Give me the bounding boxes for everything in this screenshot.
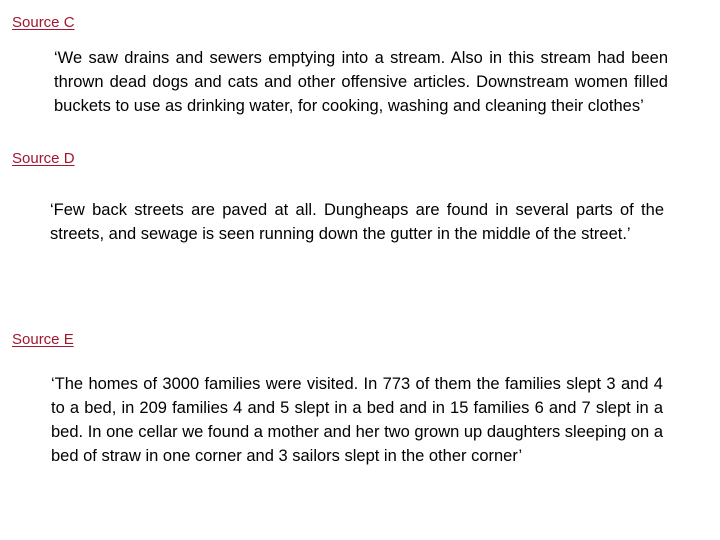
source-c-heading: Source C: [12, 14, 75, 31]
source-e-quote: ‘The homes of 3000 families were visited. In 773 of them the families slept 3 and 4 to a bed, in 209 families 4 and 5 slept in a bed and in 15 families 6 and 7 slept in a bed. In one cellar we found a mother and her two grown up daughters sleeping on a bed of straw in one corner and 3 sailors slept in the other corner’: [51, 375, 663, 465]
source-c-quote: ‘We saw drains and sewers emptying into a stream. Also in this stream had been thrown dead dogs and cats and other offensive articles. Downstream women filled buckets to use as drinking water, for cooking, washing and cleaning their clothes’: [54, 49, 668, 115]
source-d-heading: Source D: [12, 150, 75, 167]
source-e-heading: Source E: [12, 331, 74, 348]
source-d-quote: ‘Few back streets are paved at all. Dungheaps are found in several parts of the streets, and sewage is seen running down the gutter in the middle of the street.’: [50, 201, 664, 243]
